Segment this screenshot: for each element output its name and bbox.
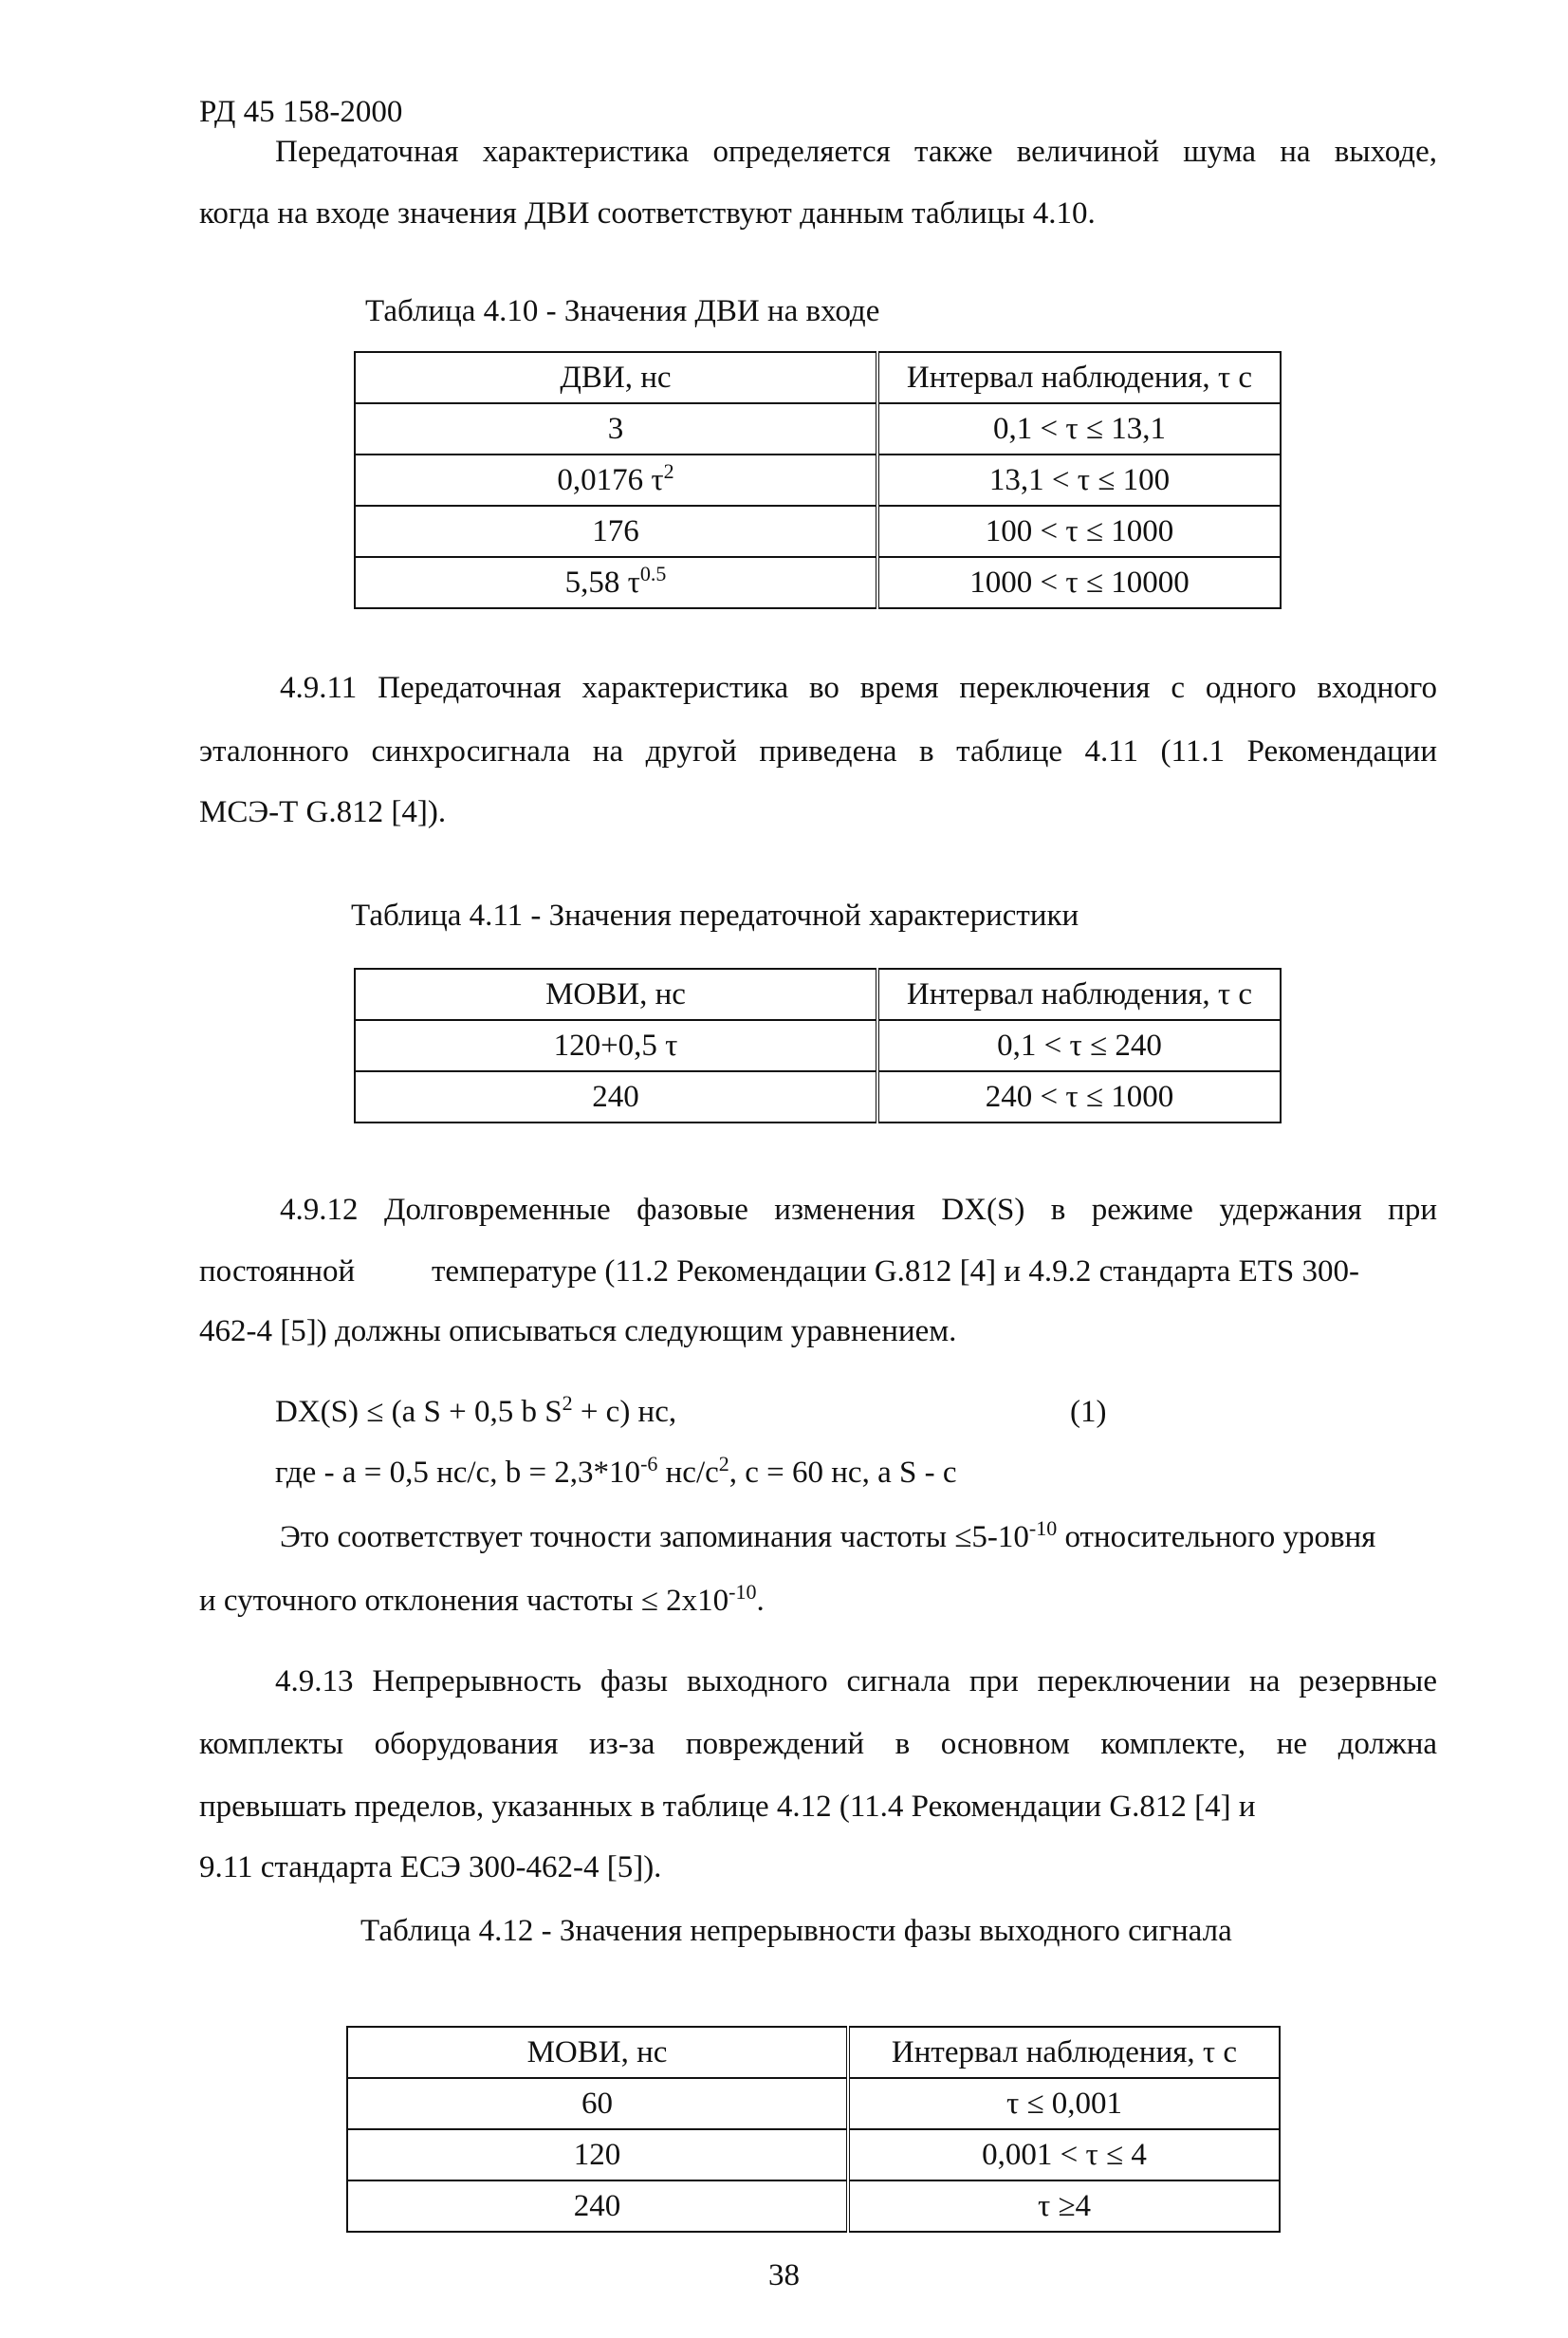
table-row bbox=[355, 1071, 1281, 1123]
para-4-9-11-line-1: 4.9.11 Передаточная характеристика во время переключения с одного входного bbox=[280, 671, 1437, 705]
accuracy-line-1: Это соответствует точности запоминания частоты $\le 5-10^{-10}$ относительного уровня bbox=[280, 1516, 1376, 1554]
cell-dvi: 5,58 $\tau^{0.5}$ bbox=[355, 557, 877, 608]
table-header-row bbox=[347, 2027, 1280, 2078]
table-row bbox=[347, 2078, 1280, 2129]
intro-line-2: когда на входе значения ДВИ соответствуют данным таблицы 4.10. bbox=[199, 196, 1096, 231]
column-header-interval: Интервал наблюдения, τ с bbox=[848, 2027, 1280, 2078]
formula-where: где - a = 0,5 нс/с, $b = 2,3*10^{-6}$ $нс/с^2$, c = 60 нс, а S - с bbox=[275, 1452, 957, 1490]
table-header-row bbox=[355, 969, 1281, 1020]
para-4-9-13-line-3: превышать пределов, указанных в таблице 4.12 (11.4 Рекомендации G.812 [4] и bbox=[199, 1790, 1256, 1824]
accuracy-line-2: и суточного отклонения частоты ≤ $2х10^{-10}$. bbox=[199, 1580, 765, 1618]
table-row bbox=[355, 557, 1281, 608]
para-4-9-11-line-2: эталонного синхросигнала на другой приведена в таблице 4.11 (11.1 Рекомендации bbox=[199, 734, 1437, 769]
para-4-9-12-line-3: 462-4 [5]) должны описываться следующим уравнением. bbox=[199, 1314, 957, 1348]
intro-line-1: Передаточная характеристика определяется также величиной шума на выходе, bbox=[275, 135, 1437, 169]
page-number: 38 bbox=[768, 2258, 800, 2292]
table-4-12-caption: Таблица 4.12 - Значения непрерывности фазы выходного сигнала bbox=[360, 1914, 1232, 1948]
table-row bbox=[355, 403, 1281, 455]
cell-movi: 120 bbox=[347, 2129, 848, 2180]
table-row bbox=[355, 1020, 1281, 1071]
para-4-9-13-line-1: 4.9.13 Непрерывность фазы выходного сигнала при переключении на резервные bbox=[275, 1664, 1437, 1698]
cell-interval: 13,1 < τ ≤ 100 bbox=[877, 455, 1281, 506]
formula-main: DX(S) ≤ (a S + 0,5 b $S^2 + c$) нс, bbox=[275, 1391, 677, 1429]
cell-interval: 1000 < τ ≤ 10000 bbox=[877, 557, 1281, 608]
cell-interval: 0,1 < τ ≤ 240 bbox=[877, 1020, 1281, 1071]
table-row bbox=[347, 2129, 1280, 2180]
column-header-movi: МОВИ, нс bbox=[355, 969, 877, 1020]
column-header-dvi: ДВИ, нс bbox=[355, 352, 877, 403]
cell-interval: 0,1 < τ ≤ 13,1 bbox=[877, 403, 1281, 455]
cell-interval: τ ≥4 bbox=[848, 2180, 1280, 2232]
formula-number: (1) bbox=[1070, 1395, 1107, 1429]
column-header-movi: МОВИ, нс bbox=[347, 2027, 848, 2078]
table-4-10 bbox=[354, 351, 1282, 609]
cell-interval: τ ≤ 0,001 bbox=[848, 2078, 1280, 2129]
column-header-interval: Интервал наблюдения, τ с bbox=[877, 352, 1281, 403]
cell-movi: 240 bbox=[347, 2180, 848, 2232]
para-4-9-12-line-1: 4.9.12 Долговременные фазовые изменения DX(S) в режиме удержания при bbox=[280, 1193, 1437, 1227]
table-4-10-caption: Таблица 4.10 - Значения ДВИ на входе bbox=[365, 294, 880, 328]
table-row bbox=[355, 506, 1281, 557]
cell-interval: 240 < τ ≤ 1000 bbox=[877, 1071, 1281, 1123]
table-header-row bbox=[355, 352, 1281, 403]
document-code: РД 45 158-2000 bbox=[199, 95, 403, 129]
cell-dvi: 176 bbox=[355, 506, 877, 557]
cell-movi: 240 bbox=[355, 1071, 877, 1123]
table-4-11-caption: Таблица 4.11 - Значения передаточной характеристики bbox=[351, 899, 1079, 933]
table-4-12 bbox=[346, 2026, 1281, 2233]
para-4-9-11-line-3: МСЭ-Т G.812 [4]). bbox=[199, 795, 447, 829]
para-4-9-12-line-2b: температуре (11.2 Рекомендации G.812 [4] и 4.9.2 стандарта ETS 300- bbox=[432, 1254, 1359, 1289]
cell-movi: 60 bbox=[347, 2078, 848, 2129]
table-4-11 bbox=[354, 968, 1282, 1123]
cell-movi: 120+0,5 τ bbox=[355, 1020, 877, 1071]
para-4-9-13-line-4: 9.11 стандарта ЕСЭ 300-462-4 [5]). bbox=[199, 1850, 662, 1884]
para-4-9-13-line-2: комплекты оборудования из-за повреждений в основном комплекте, не должна bbox=[199, 1727, 1437, 1761]
table-row bbox=[355, 455, 1281, 506]
cell-dvi: 0,0176 $\tau^2$ bbox=[355, 455, 877, 506]
table-row bbox=[347, 2180, 1280, 2232]
cell-interval: 0,001 < τ ≤ 4 bbox=[848, 2129, 1280, 2180]
cell-dvi: 3 bbox=[355, 403, 877, 455]
column-header-interval: Интервал наблюдения, τ с bbox=[877, 969, 1281, 1020]
cell-interval: 100 < τ ≤ 1000 bbox=[877, 506, 1281, 557]
para-4-9-12-line-2a: постоянной bbox=[199, 1254, 356, 1289]
